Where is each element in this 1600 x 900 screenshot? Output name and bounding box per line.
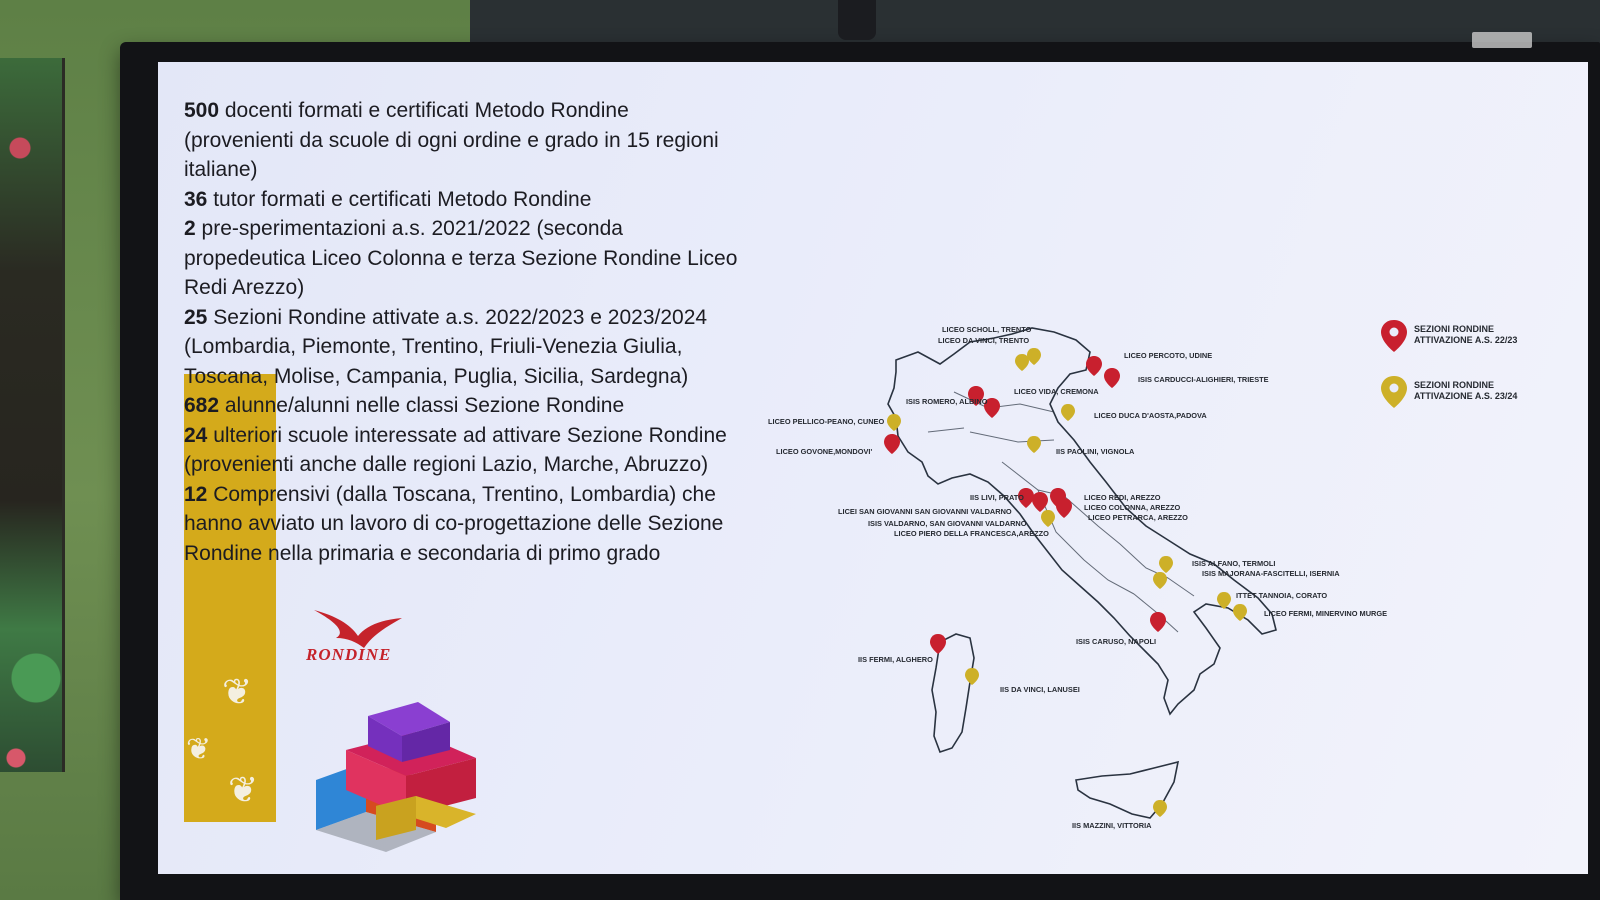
map-label: LICEO PIERO DELLA FRANCESCA,AREZZO	[894, 529, 1049, 538]
butterfly-icon: ❦	[228, 769, 259, 810]
text-line: Rondine nella primaria e secondaria di primo grado	[184, 541, 661, 565]
text-line: 12 Comprensivi (dalla Toscana, Trentino, Lombardia) che	[184, 482, 716, 506]
pin-yellow-icon	[1015, 354, 1029, 371]
map-label: IIS DA VINCI, LANUSEI	[1000, 685, 1080, 694]
text-line: 25 Sezioni Rondine attivate a.s. 2022/2023 e 2023/2024	[184, 305, 708, 329]
map-label: ITTET TANNOIA, CORATO	[1236, 591, 1328, 600]
map-label: LICEO GOVONE,MONDOVI'	[776, 447, 873, 456]
text-line: (provenienti da scuole di ogni ordine e grado in 15 regioni	[184, 128, 719, 152]
map-label: ISIS CARUSO, NAPOLI	[1076, 637, 1157, 646]
map-label: ISIS CARDUCCI-ALIGHIERI, TRIESTE	[1138, 375, 1269, 384]
pin-yellow-icon	[1027, 436, 1041, 453]
pin-yellow-icon	[1027, 348, 1041, 365]
map-label: LICEO DUCA D'AOSTA,PADOVA	[1094, 411, 1207, 420]
italy-map	[758, 312, 1578, 842]
butterfly-icon: ❦	[222, 671, 253, 712]
wall-painting	[0, 58, 65, 772]
pin-red-icon	[930, 634, 946, 654]
map-labels	[768, 325, 1387, 830]
text-line: 682 alunne/alunni nelle classi Sezione Rondine	[184, 394, 625, 417]
slide-screen	[158, 62, 1588, 874]
slide-text	[184, 96, 784, 568]
pin-yellow-icon	[1061, 404, 1075, 421]
text-line: italiane)	[184, 158, 258, 181]
map-label: ISIS ROMERO, ALBINO	[906, 397, 988, 406]
map-label: IIS MAZZINI, VITTORIA	[1072, 821, 1152, 830]
lego-bricks-image	[306, 702, 516, 852]
text-line: hanno avviato un lavoro di co-progettazione delle Sezione	[184, 512, 724, 535]
map-label: ISIS ALFANO, TERMOLI	[1192, 559, 1276, 568]
text-line: Toscana, Molise, Campania, Puglia, Sicilia, Sardegna)	[184, 364, 689, 388]
legend-label: SEZIONI RONDINE	[1414, 380, 1495, 390]
pin-yellow-icon	[1153, 800, 1167, 817]
map-label: LICEO PETRARCA, AREZZO	[1088, 513, 1188, 522]
wall-shelf	[470, 0, 1600, 44]
pin-red-icon	[1150, 612, 1166, 632]
pin-red-icon	[1056, 498, 1072, 518]
pin-yellow-icon	[1159, 556, 1173, 573]
legend-label: ATTIVAZIONE A.S. 22/23	[1414, 335, 1518, 345]
logo-text: RONDINE	[306, 645, 392, 664]
text-line: (provenienti anche dalle regioni Lazio, Marche, Abruzzo)	[184, 453, 709, 476]
pin-yellow-icon	[965, 668, 979, 685]
map-label: IIS LIVI, PRATO	[970, 493, 1024, 502]
map-legend	[1381, 320, 1517, 408]
text-line: 24 ulteriori scuole interessate ad attivare Sezione Rondine	[184, 423, 727, 447]
map-label: LICEO PELLICO-PEANO, CUNEO	[768, 417, 885, 426]
pin-red-icon	[1086, 356, 1102, 376]
map-label: LICEI SAN GIOVANNI SAN GIOVANNI VALDARNO	[838, 507, 1012, 516]
legend-label: SEZIONI RONDINE	[1414, 324, 1495, 334]
butterfly-icon: ❦	[186, 733, 212, 766]
pin-yellow-icon	[887, 414, 901, 431]
map-label: LICEO COLONNA, AREZZO	[1084, 503, 1181, 512]
pin-red-icon	[884, 434, 900, 454]
map-label: LICEO PERCOTO, UDINE	[1124, 351, 1213, 360]
map-label: LICEO DA VINCI, TRENTO	[938, 336, 1030, 345]
pin-red-icon	[1104, 368, 1120, 388]
text-line: (Lombardia, Piemonte, Trentino, Friuli-Venezia Giulia,	[184, 335, 683, 358]
map-label: IIS PAOLINI, VIGNOLA	[1056, 447, 1135, 456]
map-label: IIS FERMI, ALGHERO	[858, 655, 933, 664]
pin-yellow-icon	[1153, 572, 1167, 589]
text-line: 500 docenti formati e certificati Metodo Rondine	[184, 99, 629, 122]
text-line: Redi Arezzo)	[184, 276, 305, 299]
map-label: LICEO REDI, AREZZO	[1084, 493, 1161, 502]
map-label: LICEO SCHOLL, TRENTO	[942, 325, 1032, 334]
text-line: 2 pre-sperimentazioni a.s. 2021/2022 (seconda	[184, 217, 623, 240]
map-label: ISIS MAJORANA-FASCITELLI, ISERNIA	[1202, 569, 1340, 578]
legend-label: ATTIVAZIONE A.S. 23/24	[1414, 391, 1518, 401]
tv-camera	[838, 0, 876, 40]
text-line: 36 tutor formati e certificati Metodo Rondine	[184, 187, 592, 211]
map-label: LICEO FERMI, MINERVINO MURGE	[1264, 609, 1388, 618]
map-label: ISIS VALDARNO, SAN GIOVANNI VALDARNO	[868, 519, 1027, 528]
map-label: LICEO VIDA, CREMONA	[1014, 387, 1099, 396]
text-line: propedeutica Liceo Colonna e terza Sezione Rondine Liceo	[184, 246, 738, 270]
tv-brand-badge	[1472, 32, 1532, 48]
